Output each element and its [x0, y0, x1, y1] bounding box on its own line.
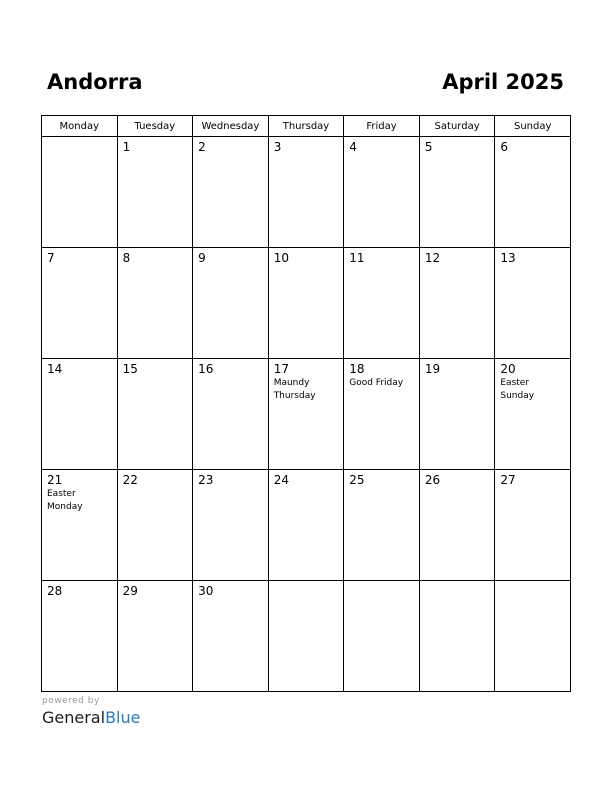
day-cell [268, 470, 344, 581]
day-cell [193, 248, 269, 359]
day-cell [42, 581, 118, 692]
powered-by-text: powered by [42, 696, 100, 706]
day-number: 11 [349, 251, 365, 265]
day-number: 13 [500, 251, 516, 265]
day-number: 28 [47, 584, 63, 598]
brand-name-part2: Blue [105, 708, 141, 727]
day-cell [117, 470, 193, 581]
weekday-header-wednesday: Wednesday [193, 116, 269, 137]
day-number: 8 [122, 251, 131, 265]
holiday-label: Easter Monday [47, 489, 83, 512]
holiday-label: Maundy Thursday [273, 378, 316, 401]
day-number: 30 [198, 584, 214, 598]
day-number: 29 [122, 584, 138, 598]
week-row [42, 137, 571, 248]
day-cell [268, 581, 344, 692]
day-number: 23 [198, 473, 214, 487]
weekday-header-friday: Friday [344, 116, 420, 137]
day-cell [419, 581, 495, 692]
day-cell [268, 137, 344, 248]
day-number: 2 [198, 140, 206, 154]
day-number: 19 [424, 362, 441, 376]
weekday-header-sunday: Sunday [495, 116, 571, 137]
weekday-header-row [42, 116, 571, 137]
brand-logo[interactable] [42, 708, 140, 727]
country-title: Andorra [47, 70, 143, 94]
day-cell [117, 137, 193, 248]
day-cell [344, 470, 420, 581]
week-row [42, 581, 571, 692]
day-cell [117, 248, 193, 359]
day-number: 5 [424, 140, 433, 154]
day-cell [495, 581, 571, 692]
day-cell [193, 581, 269, 692]
day-number: 7 [47, 251, 55, 265]
day-number: 26 [424, 473, 441, 487]
day-cell [344, 359, 420, 470]
day-number: 22 [122, 473, 138, 487]
brand-name-part1: General [42, 708, 106, 727]
week-row [42, 470, 571, 581]
day-cell [268, 359, 344, 470]
day-cell [193, 137, 269, 248]
day-cell [495, 137, 571, 248]
day-cell [117, 359, 193, 470]
day-cell [419, 248, 495, 359]
day-cell [42, 470, 118, 581]
day-number: 3 [273, 140, 282, 154]
day-number: 24 [273, 473, 289, 487]
day-number: 21 [47, 473, 63, 487]
weekday-header-tuesday: Tuesday [117, 116, 193, 137]
day-cell [42, 359, 118, 470]
footer-branding [42, 696, 140, 727]
day-cell [419, 470, 495, 581]
day-number: 14 [47, 362, 63, 376]
day-number: 10 [273, 251, 289, 265]
day-cell [495, 470, 571, 581]
weekday-header-monday: Monday [42, 116, 118, 137]
day-number: 25 [349, 473, 365, 487]
week-row [42, 359, 571, 470]
day-cell [344, 581, 420, 692]
day-cell [117, 581, 193, 692]
day-cell [419, 137, 495, 248]
day-cell [419, 359, 495, 470]
day-number: 12 [424, 251, 441, 265]
holiday-label: Easter Sunday [500, 378, 535, 401]
day-number: 15 [122, 362, 138, 376]
day-cell [495, 248, 571, 359]
calendar-grid [41, 115, 571, 692]
day-cell [495, 359, 571, 470]
holiday-label: Good Friday [349, 378, 404, 388]
day-number: 17 [273, 362, 289, 376]
day-cell [268, 248, 344, 359]
day-number: 20 [500, 362, 516, 376]
day-number: 9 [198, 251, 206, 265]
day-number: 4 [349, 140, 357, 154]
day-cell [193, 359, 269, 470]
day-cell [42, 248, 118, 359]
day-number: 6 [500, 140, 509, 154]
weekday-header-thursday: Thursday [268, 116, 344, 137]
day-number: 1 [122, 140, 131, 154]
month-year-title: April 2025 [442, 70, 564, 94]
day-number: 18 [349, 362, 365, 376]
day-cell [344, 137, 420, 248]
day-number: 27 [500, 473, 516, 487]
day-cell [193, 470, 269, 581]
day-number: 16 [198, 362, 214, 376]
week-row [42, 248, 571, 359]
day-cell [42, 137, 118, 248]
day-cell [344, 248, 420, 359]
weekday-header-saturday: Saturday [419, 116, 495, 137]
